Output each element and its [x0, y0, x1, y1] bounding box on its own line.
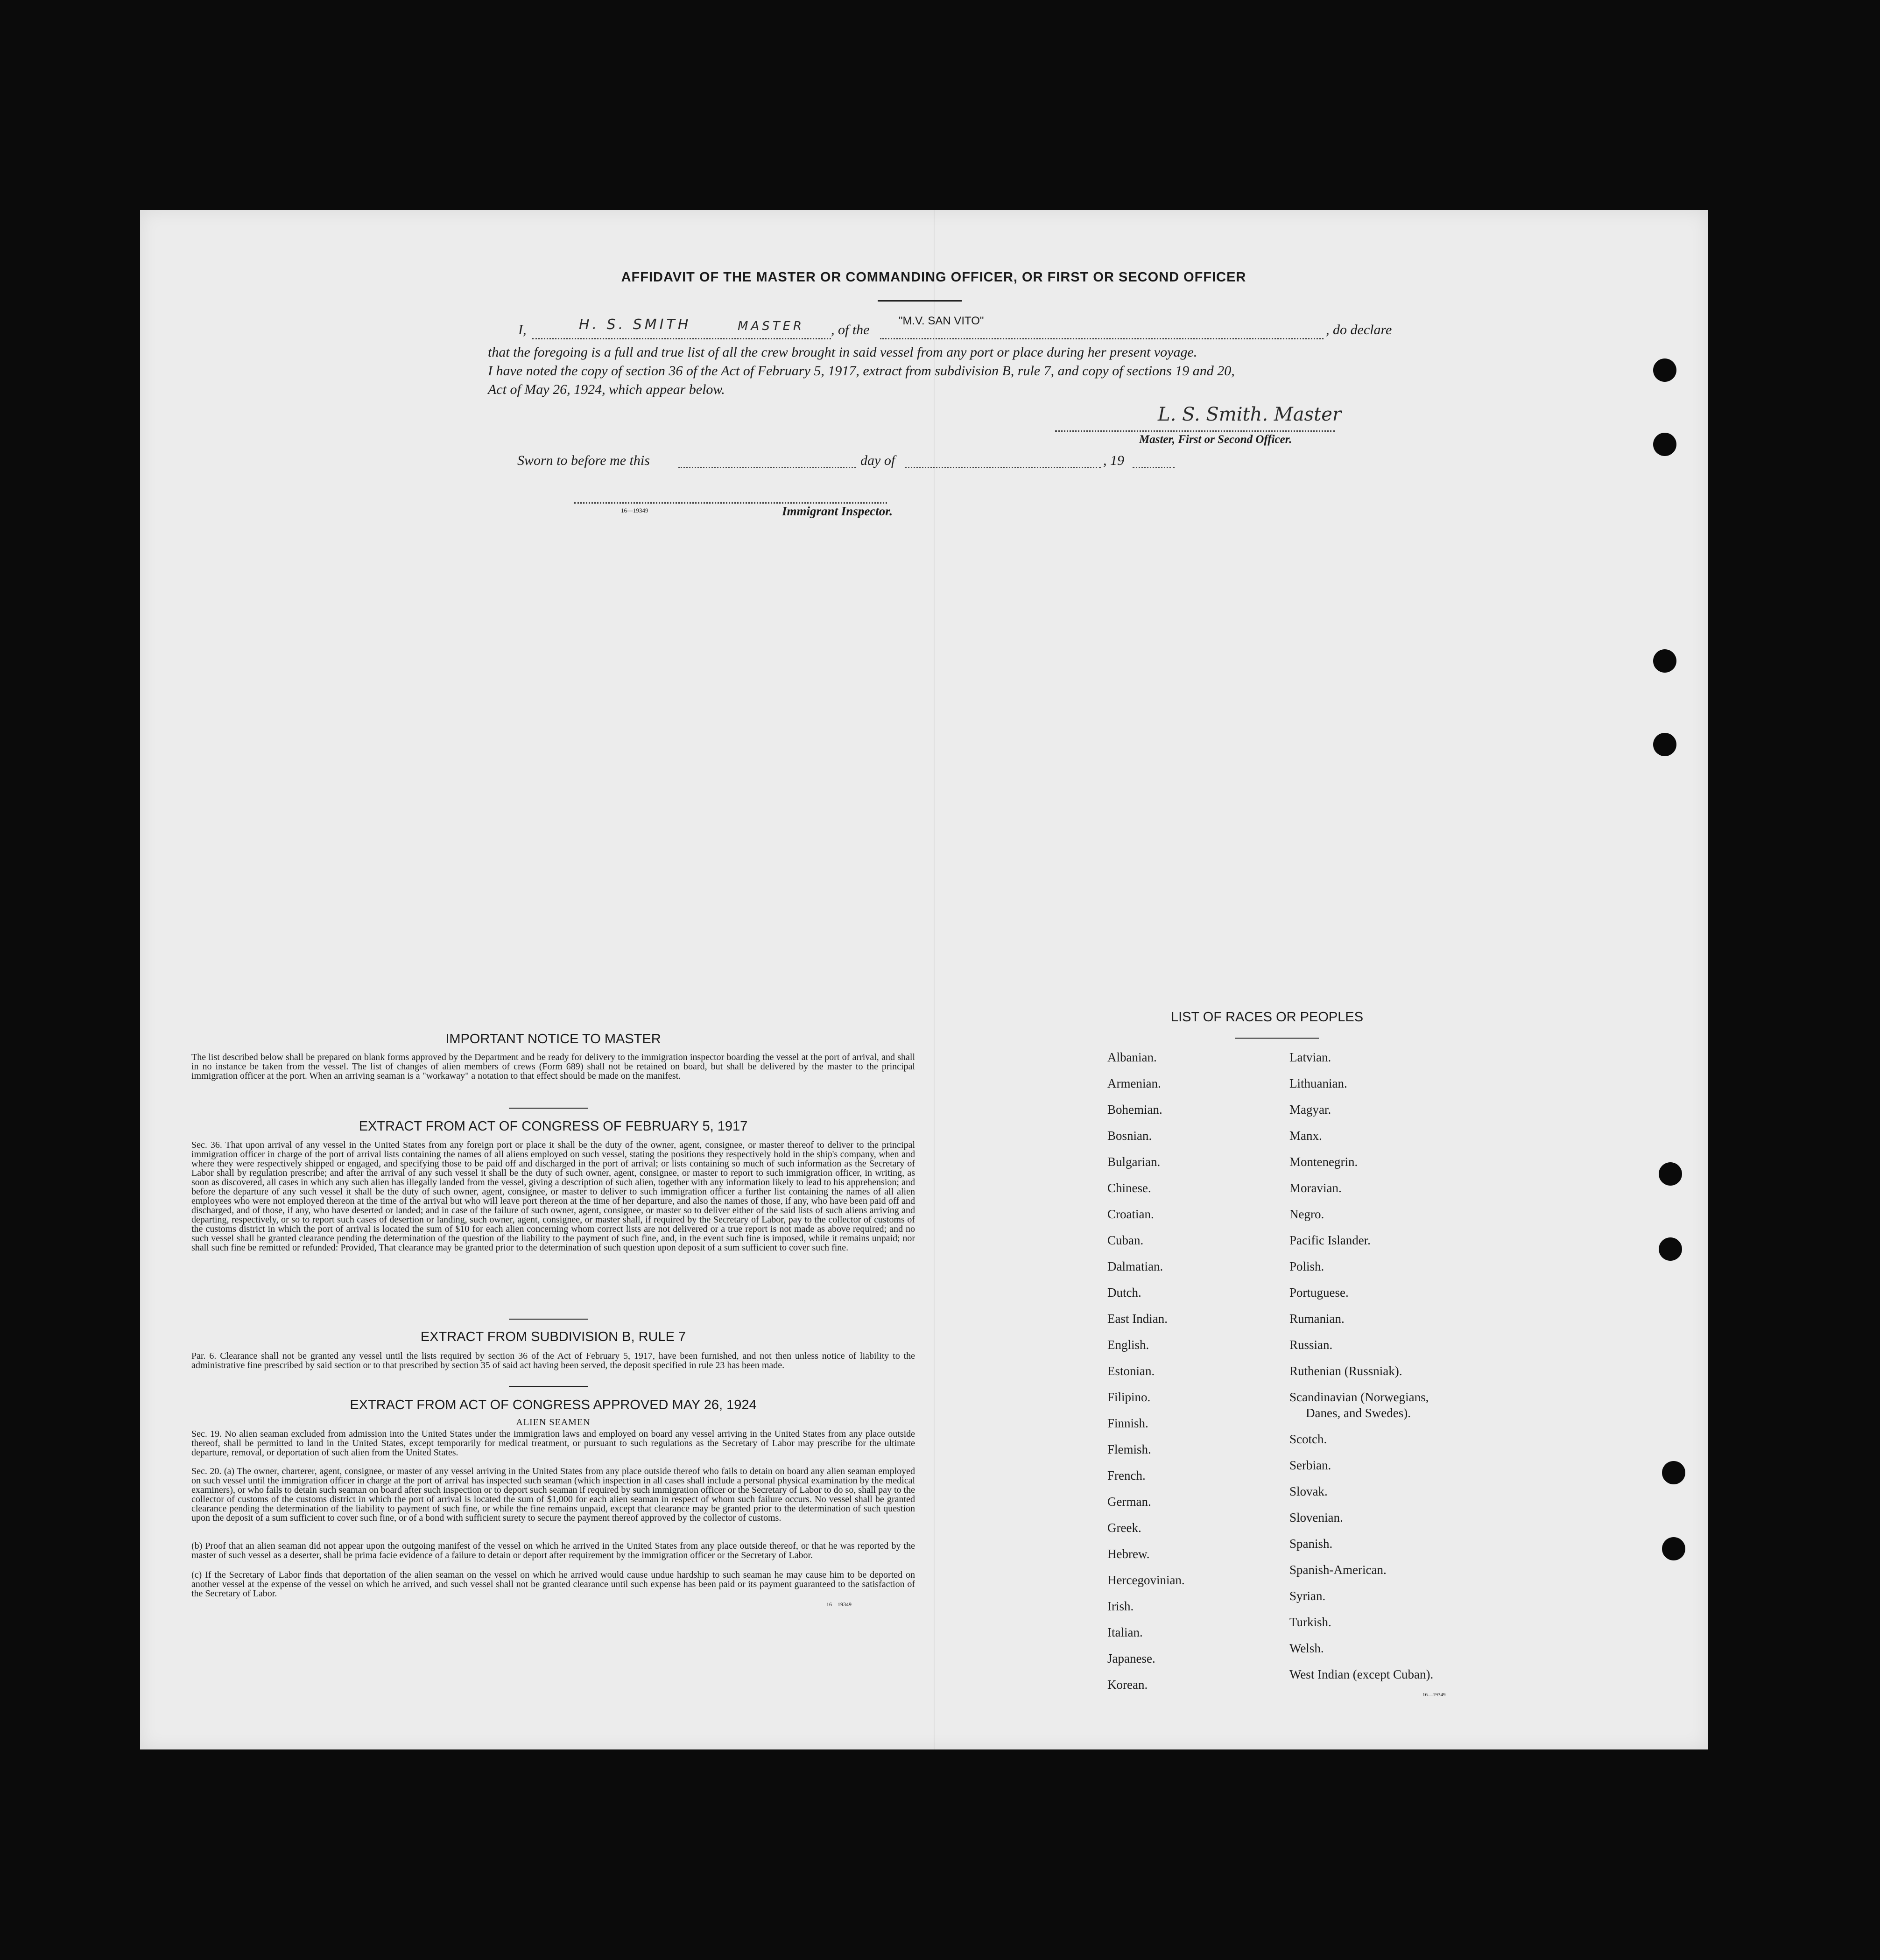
- race-item: Finnish.: [1107, 1416, 1148, 1430]
- punch-hole: [1653, 433, 1676, 456]
- extract-form-number: 16—19349: [826, 1601, 852, 1608]
- rule7-text: Par. 6. Clearance shall not be granted any vessel until the lists required by section 36 of the Act of February 5, 1917, have been furnished, and not then unless notice of liability to the administrative fine prescribed by said section or to that prescribed by section 35 of said act having been served, the deposit specified in rule 23 has been made.: [191, 1351, 915, 1370]
- race-item: Turkish.: [1289, 1615, 1331, 1629]
- inspector-dotline: [574, 502, 887, 504]
- race-item: Ruthenian (Russniak).: [1289, 1364, 1402, 1378]
- races-left-column: [1107, 1050, 1275, 1704]
- signature-handwritten: L. S. Smith. Master: [1158, 404, 1341, 425]
- sec19-text: Sec. 19. No alien seaman excluded from admission into the United States under the immigration laws and employed on board any vessel arriving in the United States from any place outside thereof, shall be permitted to land in the United States, except temporarily for medical treatment, or pursuant to such regulations as the Secretary of Labor may prescribe for the ultimate departure, removal, or deportation of such alien from the United States.: [191, 1429, 915, 1458]
- rule7-title: EXTRACT FROM SUBDIVISION B, RULE 7: [420, 1329, 686, 1344]
- affidavit-title: AFFIDAVIT OF THE MASTER OR COMMANDING OFFICER, OR FIRST OR SECOND OFFICER: [621, 270, 1246, 285]
- name-dotline: [532, 338, 831, 339]
- race-item: Slovenian.: [1289, 1510, 1343, 1524]
- vessel-dotline: [880, 338, 1324, 339]
- notice-divider: [509, 1108, 588, 1109]
- vessel-handwritten: "M.V. SAN VITO": [899, 315, 984, 327]
- race-item: Latvian.: [1289, 1050, 1331, 1064]
- race-item: Hercegovinian.: [1107, 1573, 1185, 1587]
- race-item: Dalmatian.: [1107, 1259, 1163, 1273]
- races-title: LIST OF RACES OR PEOPLES: [1171, 1010, 1364, 1025]
- race-item: Irish.: [1107, 1599, 1134, 1613]
- race-item: Korean.: [1107, 1678, 1148, 1692]
- sec20b-text: (b) Proof that an alien seaman did not appear upon the outgoing manifest of the vessel on which he arrived in the United States from any place outside thereof, or that he was reported by the master of such vessel as a deserter, shall be prima facie evidence of a failure to detain or deport after requirement by the immigration officer or the Secretary of Labor.: [191, 1541, 915, 1560]
- affidavit-divider: [878, 300, 962, 302]
- race-item: Bulgarian.: [1107, 1155, 1161, 1169]
- races-form-number: 16—19349: [1422, 1692, 1446, 1698]
- sec20a-text: Sec. 20. (a) The owner, charterer, agent, consignee, or master of any vessel arriving in the United States from any place outside thereof who fails to detain on board any alien seaman employed on such vessel until the immigration officer in charge at the port of arrival has inspected such seaman (which inspection in all cases shall include a personal physical examination by the medical examiners), or who fails to detain such seaman on board after such inspection or to deport such seaman if required by such immigration officer or the Secretary of Labor to do so, shall pay to the collector of customs of the customs district in which the port of arrival is located the sum of $1,000 for each alien seaman in respect of whom such failure occurs. No vessel shall be granted clearance pending the determination of the liability to payment of such fine, or while the fine remains unpaid, except that clearance may be granted prior to the determination of such question upon the deposit of a sum sufficient to cover such fine, or of a bond with sufficient surety to secure the payment thereof approved by the collector of customs.: [191, 1466, 915, 1523]
- affidavit-line3: I have noted the copy of section 36 of the Act of February 5, 1917, extract from subdivision B, rule 7, and copy of sections 19 and 20,: [488, 363, 1235, 379]
- race-item: Manx.: [1289, 1129, 1322, 1143]
- punch-hole: [1653, 358, 1676, 382]
- race-item: Scandinavian (Norwegians,: [1289, 1390, 1429, 1404]
- race-item: Filipino.: [1107, 1390, 1151, 1404]
- race-item: German.: [1107, 1495, 1151, 1509]
- race-item: Estonian.: [1107, 1364, 1155, 1378]
- race-item: Albanian.: [1107, 1050, 1157, 1064]
- race-item: Serbian.: [1289, 1458, 1331, 1472]
- race-item: Scotch.: [1289, 1432, 1327, 1446]
- affidavit-line4: Act of May 26, 1924, which appear below.: [488, 382, 725, 397]
- extract-1917-text: Sec. 36. That upon arrival of any vessel in the United States from any foreign port or place it shall be the duty of the owner, agent, consignee, or master thereof to deliver to the principal immigration officer in charge of the port of arrival lists containing the names of all aliens employed on such vessel, stating the positions they respectively hold in the ship's company, when and where they were respectively shipped or engaged, and specifying those to be paid off and discharged in the port of arrival; or lists containing so much of such information as the Secretary of Labor shall by regulation prescribe; and after the arrival of any such vessel it shall be the duty of such owner, agent, consignee, or master to report to such immigration officer, in writing, as soon as discovered, all cases in which any such alien has illegally landed from the vessel, giving a description of such alien, together with any information likely to lead to his apprehension; and before the departure of any such vessel it shall be the duty of such owner, agent, consignee, or master to deliver to such immigration officer a further list containing the names of all alien employees who were not employed thereon at the time of the arrival but who will leave port thereon at the time of her departure, and also the names of those, if any, who have been paid off and discharged, and of those, if any, who have deserted or landed; and in case of the failure of such owner, agent, consignee, or master so to deliver either of the said lists of such aliens arriving and departing, respectively, or so to report such cases of desertion or landing, such owner, agent, consignee, or master shall, if required by the Secretary of Labor, pay to the collector of customs of the customs district in which the port of arrival is located the sum of $10 for each alien concerning whom correct lists are not delivered or a true report is not made as above required; and no such vessel shall be granted clearance pending the determination of the question of the liability to the payment of such fine, and, in the event such fine is imposed, while it remains unpaid; nor shall such fine be remitted or refunded: Provided, That clearance may be granted prior to the determination of such question upon deposit of a sum sufficient to cover such fine.: [191, 1140, 915, 1253]
- race-item: French.: [1107, 1468, 1146, 1482]
- of-the-label: , of the: [831, 322, 870, 337]
- race-item: Welsh.: [1289, 1641, 1324, 1655]
- race-item: Croatian.: [1107, 1207, 1154, 1221]
- notice-title: IMPORTANT NOTICE TO MASTER: [445, 1032, 661, 1047]
- race-item: Hebrew.: [1107, 1547, 1150, 1561]
- sworn-label: Sworn to before me this: [517, 453, 650, 468]
- race-item: Armenian.: [1107, 1076, 1161, 1090]
- sworn-year-dotline: [1133, 467, 1175, 468]
- race-item: Slovak.: [1289, 1484, 1328, 1498]
- punch-hole: [1662, 1461, 1685, 1484]
- punch-hole: [1662, 1537, 1685, 1560]
- race-item: Rumanian.: [1289, 1312, 1345, 1326]
- race-item: West Indian (except Cuban).: [1289, 1667, 1434, 1681]
- race-item: Danes, and Swedes).: [1306, 1406, 1411, 1420]
- race-item: Flemish.: [1107, 1442, 1151, 1456]
- i-label: I,: [518, 322, 527, 337]
- race-item: Italian.: [1107, 1625, 1143, 1639]
- race-item: Montenegrin.: [1289, 1155, 1358, 1169]
- rank-handwritten: MASTER: [738, 319, 805, 333]
- affidavit-line1: [518, 315, 1522, 345]
- race-item: Moravian.: [1289, 1181, 1342, 1195]
- extract-1917-divider: [509, 1319, 588, 1320]
- page-fold: [934, 210, 935, 1749]
- extract-1917-title: EXTRACT FROM ACT OF CONGRESS OF FEBRUARY 5, 1917: [359, 1119, 748, 1134]
- sworn-line: [517, 453, 1171, 473]
- sworn-month-dotline: [905, 467, 1101, 468]
- signature-dotline: [1055, 430, 1335, 432]
- sworn-day-dotline: [678, 467, 856, 468]
- race-item: Polish.: [1289, 1259, 1324, 1273]
- day-of-label: day of: [860, 453, 895, 468]
- race-item: Bosnian.: [1107, 1129, 1152, 1143]
- do-declare-label: , do declare: [1326, 322, 1392, 337]
- signature-caption: Master, First or Second Officer.: [1139, 433, 1292, 446]
- inspector-caption: Immigrant Inspector.: [782, 504, 893, 518]
- document-page: [140, 210, 1708, 1749]
- race-item: Negro.: [1289, 1207, 1324, 1221]
- race-item: Greek.: [1107, 1521, 1141, 1535]
- extract-1924-subtitle: ALIEN SEAMEN: [516, 1417, 591, 1427]
- punch-hole: [1653, 649, 1676, 673]
- race-item: Portuguese.: [1289, 1286, 1349, 1300]
- year-label: , 19: [1103, 453, 1124, 468]
- race-item: Magyar.: [1289, 1103, 1331, 1117]
- race-item: Pacific Islander.: [1289, 1233, 1371, 1247]
- extract-1924-title: EXTRACT FROM ACT OF CONGRESS APPROVED MAY 26, 1924: [350, 1398, 757, 1412]
- punch-hole: [1653, 733, 1676, 756]
- affidavit-line2: that the foregoing is a full and true list of all the crew brought in said vessel from any port or place during her present voyage.: [488, 344, 1197, 360]
- race-item: Japanese.: [1107, 1651, 1155, 1665]
- race-item: Lithuanian.: [1289, 1076, 1347, 1090]
- race-item: East Indian.: [1107, 1312, 1168, 1326]
- punch-hole: [1659, 1162, 1682, 1186]
- punch-hole: [1659, 1237, 1682, 1261]
- race-item: Spanish-American.: [1289, 1563, 1387, 1577]
- race-item: Cuban.: [1107, 1233, 1144, 1247]
- rule7-divider: [509, 1386, 588, 1387]
- name-handwritten: H. S. SMITH: [579, 316, 691, 333]
- notice-text: The list described below shall be prepared on blank forms approved by the Department and be ready for delivery to the immigration inspector boarding the vessel at the port of arrival, and shall in no instance be taken from the vessel. The list of changes of alien members of crews (Form 689) shall not be retained on board, but shall be delivered by the master to the principal immigration officer at the port. When an arriving seaman is a "workaway" a notation to that effect should be made on the manifest.: [191, 1052, 915, 1081]
- race-item: English.: [1107, 1338, 1149, 1352]
- race-item: Chinese.: [1107, 1181, 1151, 1195]
- affidavit-form-number: 16—19349: [621, 507, 648, 514]
- race-item: Spanish.: [1289, 1537, 1333, 1551]
- races-divider: [1235, 1038, 1319, 1039]
- race-item: Bohemian.: [1107, 1103, 1162, 1117]
- race-item: Russian.: [1289, 1338, 1333, 1352]
- race-item: Dutch.: [1107, 1286, 1141, 1300]
- race-item: Syrian.: [1289, 1589, 1326, 1603]
- races-right-column: [1289, 1050, 1523, 1693]
- sec20c-text: (c) If the Secretary of Labor finds that deportation of the alien seaman on the vessel on which he arrived would cause undue hardship to such seaman he may cause him to be deported on another vessel at the expense of the vessel on which he arrived, and such vessel shall not be granted clearance until such expense has been paid or its payment guaranteed to the satisfaction of the Secretary of Labor.: [191, 1570, 915, 1599]
